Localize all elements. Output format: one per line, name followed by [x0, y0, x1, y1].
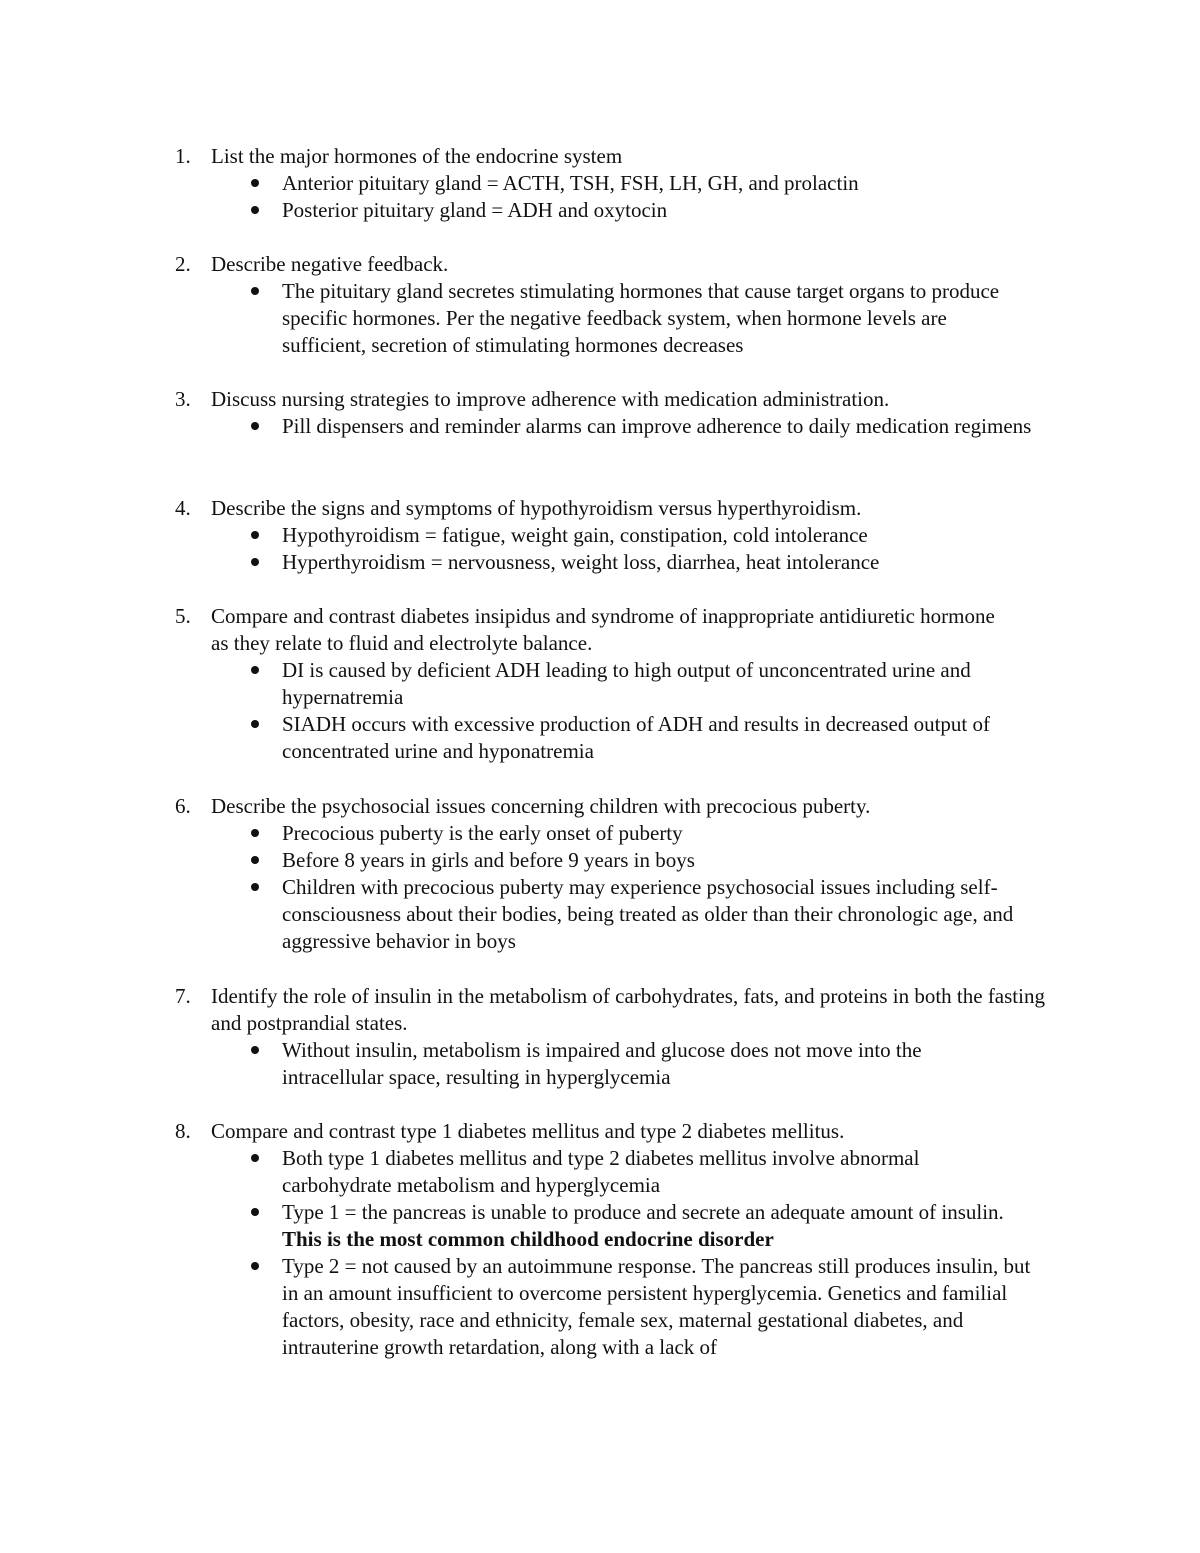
bullet-dot-icon — [251, 531, 259, 539]
question-number: 1. — [175, 144, 191, 168]
question-number: 8. — [175, 1119, 191, 1143]
bullet-dot-icon — [251, 206, 259, 214]
bullet-text: Hyperthyroidism = nervousness, weight loss, diarrhea, heat intolerance — [282, 550, 880, 574]
bullet-text: Both type 1 diabetes mellitus and type 2 diabetes mellitus involve abnormal carbohydrate metabolism and hyperglycemia — [282, 1146, 920, 1197]
bullet-dot-icon — [251, 1262, 259, 1270]
question-text: Discuss nursing strategies to improve adherence with medication administration. — [211, 387, 890, 411]
question-text: Compare and contrast diabetes insipidus and syndrome of inappropriate antidiuretic hormone as they relate to fluid and electrolyte balance. — [211, 604, 995, 655]
bullet-text: Type 2 = not caused by an autoimmune response. The pancreas still produces insulin, but in an amount insufficient to overcome persistent hyperglycemia. Genetics and familial factors, obesity, race and ethnicity, female sex, maternal gestational diabetes, and intrauterine growth retardation, along with a lack of — [282, 1254, 1031, 1359]
bullet-text: Without insulin, metabolism is impaired and glucose does not move into the intracellular space, resulting in hyperglycemia — [282, 1038, 922, 1089]
bullet-text: DI is caused by deficient ADH leading to high output of unconcentrated urine and hypernatremia — [282, 658, 971, 709]
bullet-dot-icon — [251, 829, 259, 837]
question-text: List the major hormones of the endocrine system — [211, 144, 623, 168]
question-text: Describe the psychosocial issues concerning children with precocious puberty. — [211, 794, 871, 818]
bullet-dot-icon — [251, 179, 259, 187]
bullet-text: SIADH occurs with excessive production of ADH and results in decreased output of concentrated urine and hyponatremia — [282, 712, 991, 763]
question-number: 5. — [175, 604, 191, 628]
bullet-text: The pituitary gland secretes stimulating hormones that cause target organs to produce specific hormones. Per the negative feedback system, when hormone levels are sufficient, secretion of stimulating hormones decreases — [282, 279, 1000, 357]
bullet-text: Hypothyroidism = fatigue, weight gain, constipation, cold intolerance — [282, 523, 868, 547]
bullet-dot-icon — [251, 1046, 259, 1054]
bullet-text: Pill dispensers and reminder alarms can improve adherence to daily medication regimens — [282, 414, 1032, 438]
question-text: Describe negative feedback. — [211, 252, 449, 276]
bullet-dot-icon — [251, 422, 259, 430]
bullet-text: Children with precocious puberty may experience psychosocial issues including self-consciousness about their bodies, being treated as older than their chronologic age, and aggressive behavior in boys — [282, 875, 1014, 953]
question-number: 4. — [175, 496, 191, 520]
question-number: 6. — [175, 794, 191, 818]
question-number: 2. — [175, 252, 191, 276]
bullet-emphasis-text: This is the most common childhood endocrine disorder — [282, 1227, 774, 1251]
question-number: 3. — [175, 387, 191, 411]
question-text: Describe the signs and symptoms of hypothyroidism versus hyperthyroidism. — [211, 496, 862, 520]
bullet-dot-icon — [251, 558, 259, 566]
bullet-text-container — [282, 1199, 1042, 1253]
bullet-dot-icon — [251, 856, 259, 864]
question-text: Compare and contrast type 1 diabetes mellitus and type 2 diabetes mellitus. — [211, 1119, 845, 1143]
question-text: Identify the role of insulin in the metabolism of carbohydrates, fats, and proteins in both the fasting and postprandial states. — [211, 984, 1045, 1035]
bullet-text: Posterior pituitary gland = ADH and oxytocin — [282, 198, 668, 222]
bullet-dot-icon — [251, 883, 259, 891]
bullet-dot-icon — [251, 720, 259, 728]
question-number: 7. — [175, 984, 191, 1008]
bullet-dot-icon — [251, 666, 259, 674]
bullet-text: Anterior pituitary gland = ACTH, TSH, FSH, LH, GH, and prolactin — [282, 171, 859, 195]
bullet-text: Precocious puberty is the early onset of puberty — [282, 821, 683, 845]
bullet-text: Before 8 years in girls and before 9 years in boys — [282, 848, 695, 872]
bullet-dot-icon — [251, 287, 259, 295]
bullet-dot-icon — [251, 1208, 259, 1216]
bullet-dot-icon — [251, 1154, 259, 1162]
bullet-text: Type 1 = the pancreas is unable to produce and secrete an adequate amount of insulin. — [282, 1200, 1004, 1224]
